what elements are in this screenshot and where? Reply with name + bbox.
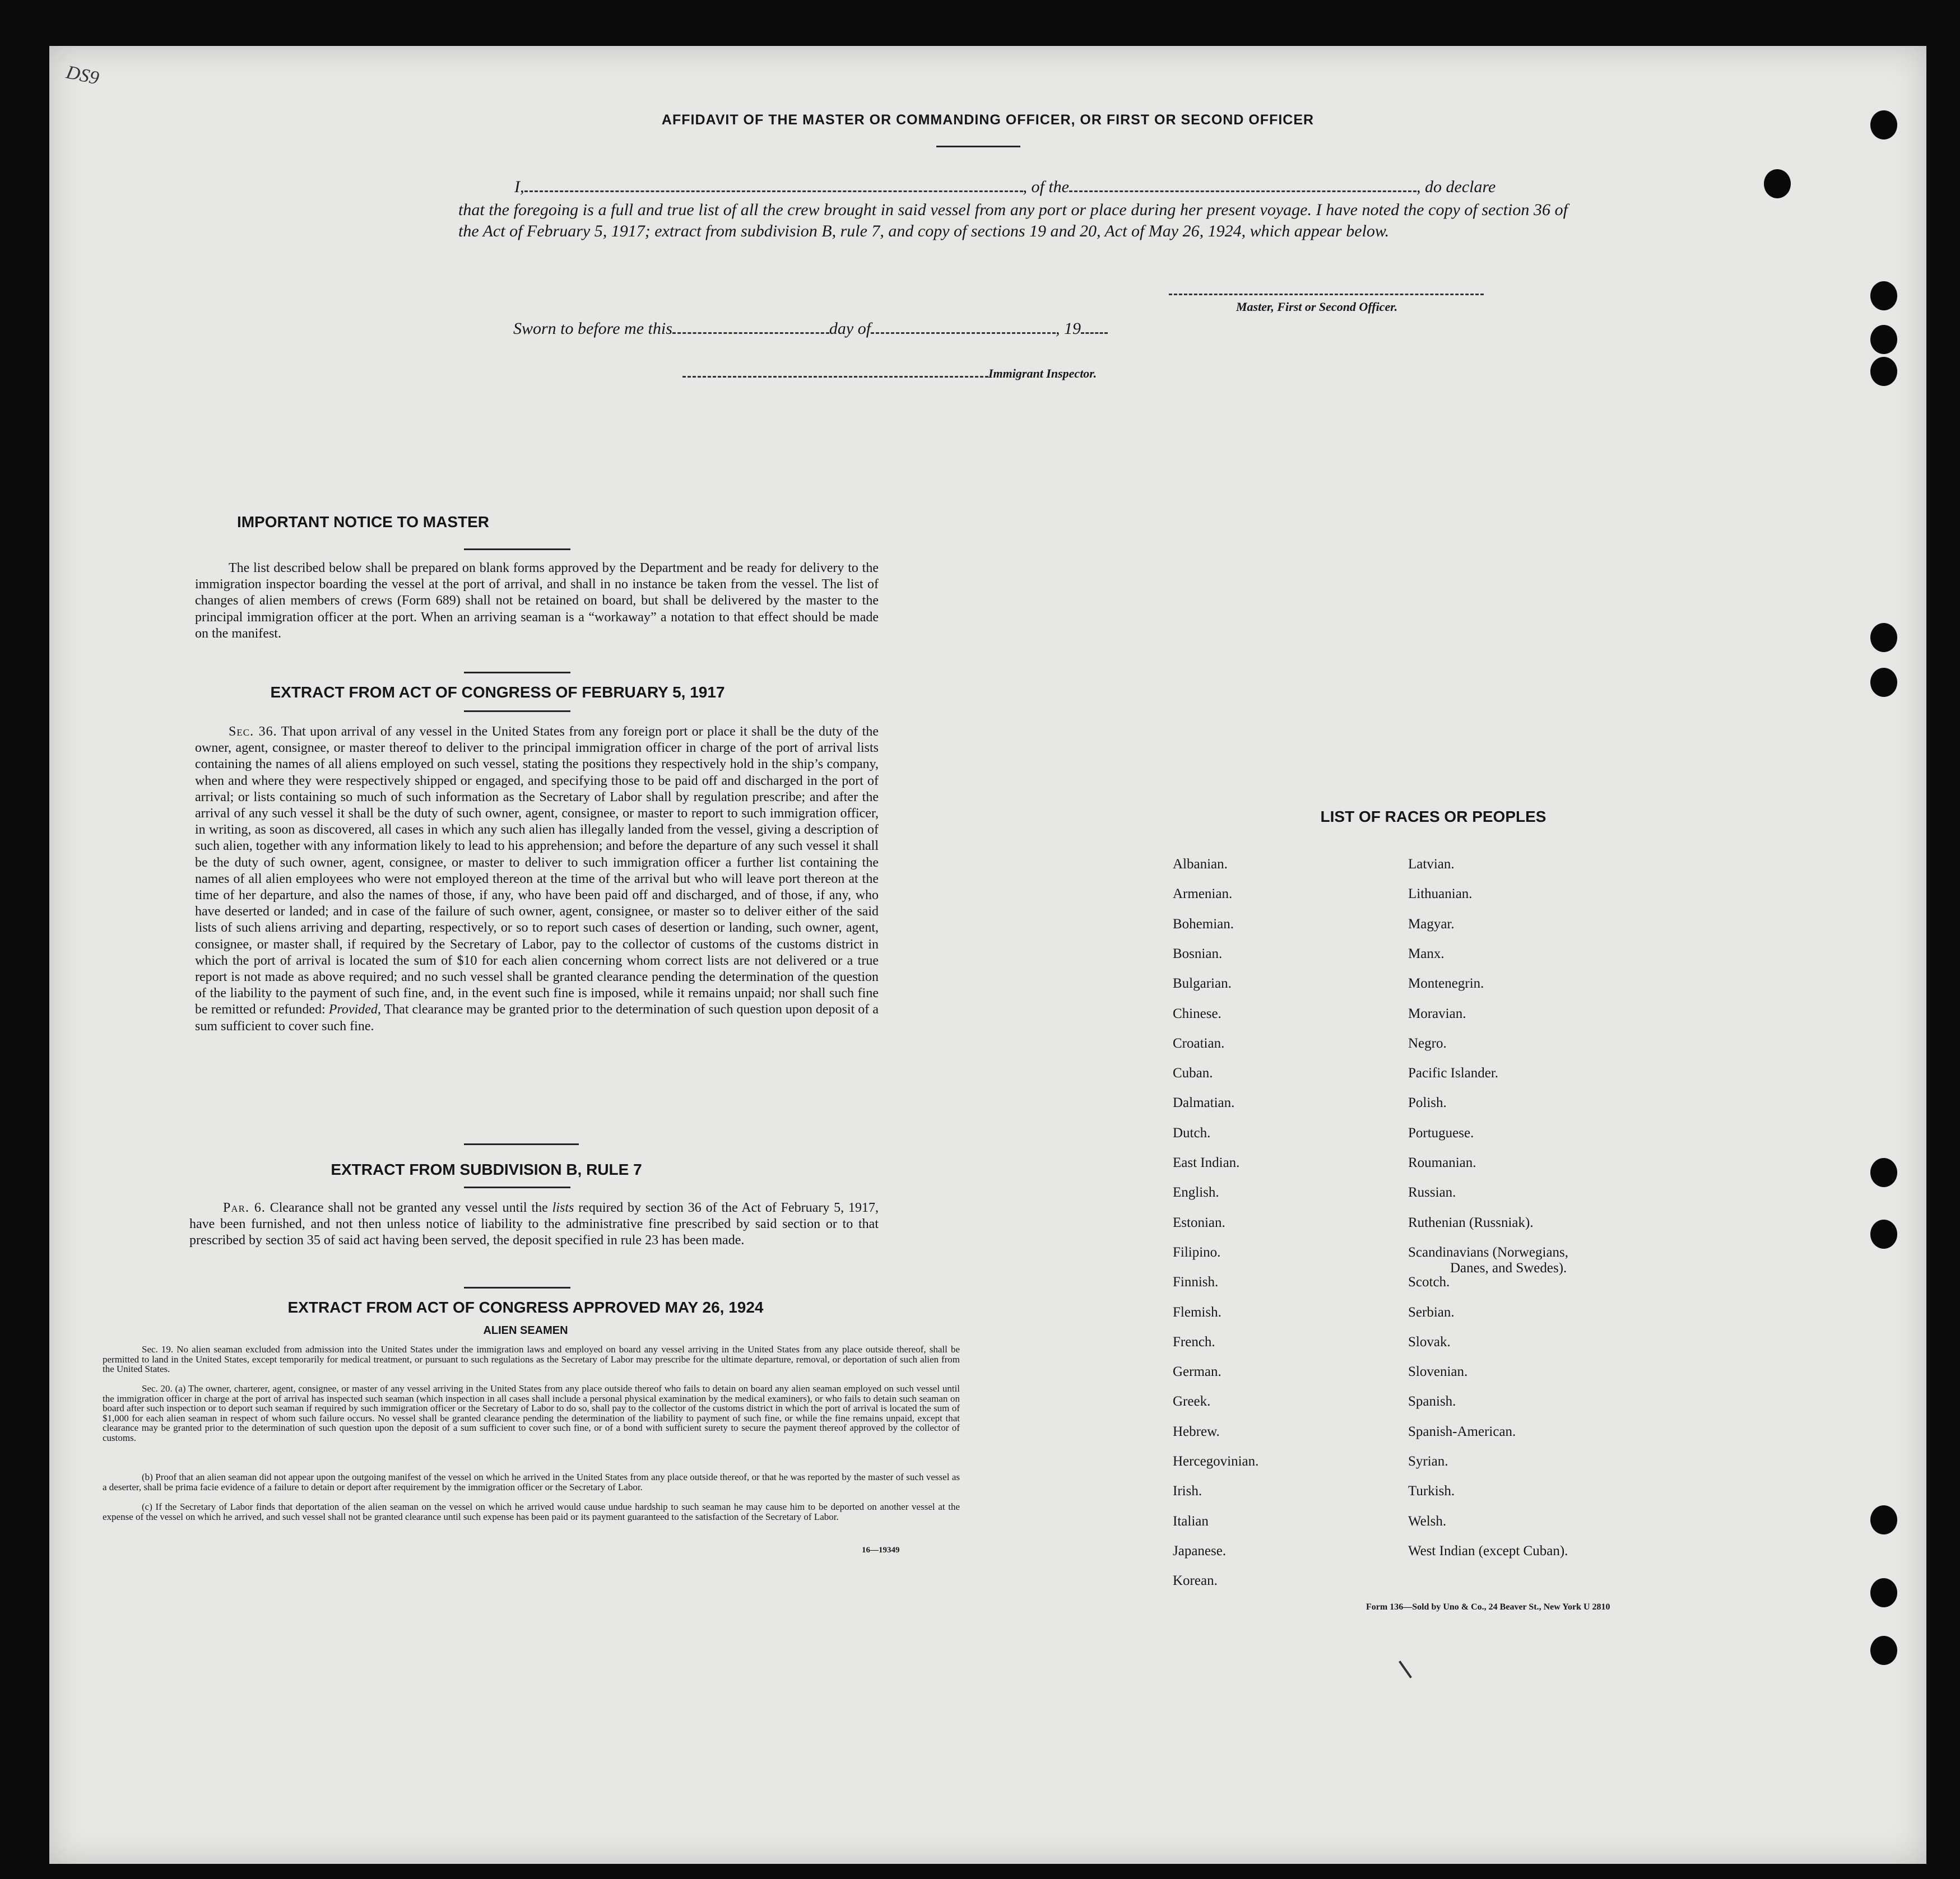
extract-1917-end-divider [464, 1143, 579, 1145]
race-item: East Indian. [1173, 1155, 1240, 1170]
par-6-lead: Par. 6. [223, 1201, 266, 1215]
race-item: Roumanian. [1408, 1155, 1476, 1170]
punch-hole [1870, 623, 1897, 652]
race-item: Russian. [1408, 1185, 1456, 1201]
race-item: Bulgarian. [1173, 976, 1232, 992]
race-item: Irish. [1173, 1483, 1202, 1499]
sworn-line [513, 319, 1108, 338]
punch-hole [1870, 1578, 1897, 1607]
inspector-signature-field[interactable] [682, 376, 988, 378]
punch-hole [1870, 281, 1897, 310]
race-item: Armenian. [1173, 886, 1233, 902]
race-item: Finnish. [1173, 1275, 1219, 1290]
sec-36-tail: That clearance may be granted prior to the determination of such question upon deposit of a sum sufficient to cover such fine. [195, 1002, 879, 1034]
vessel-field[interactable] [1069, 190, 1416, 192]
declaration-body: that the foregoing is a full and true list of all the crew brought in said vessel from any port or place during her present voyage. I have noted the copy of section 36 of the Act of February 5, 1917; extract from subdivision B, rule 7, and copy of sections 19 and 20, Act of May 26, 1924, which appear below. [458, 201, 1568, 240]
rule-7-end-divider [464, 1287, 570, 1289]
race-item: English. [1173, 1185, 1219, 1201]
punch-hole [1870, 668, 1897, 697]
notice-body: The list described below shall be prepared on blank forms approved by the Department and be ready for delivery to the immigration inspector boarding the vessel at the port of arrival, and shall in no instance be taken from the vessel. The list of changes of alien members of crews (Form 689) shall not be retained on board, but shall be delivered by the master to the principal immigration officer at the port. When an arriving seaman is a “workaway” a notation to that effect should be made on the manifest. [195, 561, 879, 641]
par-6-text-a: Clearance shall not be granted any vessel until the [270, 1201, 548, 1215]
punch-hole [1870, 1636, 1897, 1665]
race-item: Cuban. [1173, 1066, 1213, 1081]
race-item: Bosnian. [1173, 946, 1223, 961]
race-item: Montenegrin. [1408, 976, 1484, 992]
inspector-line [682, 366, 1097, 381]
master-signature-line[interactable] [1169, 294, 1484, 295]
extract-1924-title: EXTRACT FROM ACT OF CONGRESS APPROVED MAY 26, 1924 [287, 1299, 764, 1316]
race-item: Italian [1173, 1513, 1209, 1529]
inspector-label: Immigrant Inspector. [988, 366, 1097, 380]
sworn-text: Sworn to before me this [513, 319, 672, 338]
form-footer: Form 136—Sold by Uno & Co., 24 Beaver St., New York U 2810 [1366, 1602, 1610, 1612]
master-signature-label: Master, First or Second Officer. [1236, 300, 1398, 314]
notice-end-divider [464, 672, 570, 673]
declaration-end: , do declare [1416, 178, 1496, 196]
lists-word: lists [552, 1201, 574, 1215]
extract-1917-title: EXTRACT FROM ACT OF CONGRESS OF FEBRUARY 5, 1917 [270, 683, 725, 701]
race-item: Albanian. [1173, 857, 1228, 872]
race-item: Scotch. [1408, 1275, 1450, 1290]
margin-note: DS9 [64, 62, 101, 89]
race-item: German. [1173, 1364, 1221, 1380]
race-item: Slovak. [1408, 1334, 1451, 1350]
race-item: Scandinavians (Norwegians, [1408, 1244, 1569, 1260]
race-item: Moravian. [1408, 1006, 1466, 1021]
race-item: Hercegovinian. [1173, 1454, 1259, 1469]
sec-19: Sec. 19. No alien seaman excluded from admission into the United States under the immigration laws and employed on board any vessel arriving in the United States from any place outside thereof, shall be permitted to land in the United States, except temporarily for medical treatment, or pursuant to such regulations as the Secretary of Labor may prescribe for the ultimate departure, removal, or deportation of such alien from the United States. [103, 1344, 960, 1375]
sec-20a: Sec. 20. (a) The owner, charterer, agent, consignee, or master of any vessel arriving in the United States from any place outside thereof who fails to detain on board any alien seaman employed on such vessel until the immigration officer in charge at the port of arrival has inspected such seaman (which inspection in all cases shall include a personal physical examination by the medical examiners), or who fails to detain such seaman on board after such inspection or to deport such seaman if required by such immigration officer or the Secretary of Labor to do so, shall pay to the collector of the customs district in which the port of arrival is located the sum of $1,000 for each alien seaman in respect of whom such failure occurs. No vessel shall be granted clearance pending the determination of the liability to payment of such fine, or while the fine remains unpaid, except that clearance may be granted prior to the determination of such question upon the deposit of a sum sufficient to cover such fine, or of a bond with sufficient surety to secure the payment thereof approved by the collector of customs. [103, 1383, 960, 1443]
rule-7-body [189, 1200, 879, 1249]
declaration-i: I, [514, 178, 524, 196]
race-item: Flemish. [1173, 1304, 1221, 1320]
race-item: Welsh. [1408, 1513, 1447, 1529]
sworn-year-field[interactable] [1081, 332, 1108, 334]
sec-20c: (c) If the Secretary of Labor finds that deportation of the alien seaman on the vessel on which he arrived would cause undue hardship to such seaman he may cause him to be deported on another vessel at the expense of the vessel on which he arrived, and such vessel shall not be granted clearance until such expense has been paid or its payment guaranteed to the satisfaction of the Secretary of Labor. [103, 1501, 960, 1522]
race-item: Manx. [1408, 946, 1445, 961]
punch-hole [1870, 1505, 1897, 1534]
declaration-line [514, 176, 1568, 198]
races-title: LIST OF RACES OR PEOPLES [1320, 808, 1546, 825]
race-item: Filipino. [1173, 1244, 1221, 1260]
race-item: Serbian. [1408, 1304, 1455, 1320]
stray-mark [1399, 1661, 1412, 1678]
punch-hole [1870, 325, 1897, 354]
year-prefix: , 19 [1056, 319, 1081, 338]
race-item: Danes, and Swedes). [1450, 1260, 1567, 1276]
race-item: Dutch. [1173, 1125, 1211, 1141]
affidavit-title: AFFIDAVIT OF THE MASTER OR COMMANDING OFFICER, OR FIRST OR SECOND OFFICER [661, 112, 1315, 128]
sec-36-text: That upon arrival of any vessel in the United States from any foreign port or place it shall be the duty of the owner, agent, consignee, or master thereof to deliver to the principal immigration officer in charge of the port of arrival lists containing the names of all aliens employed on such vessel, stating the positions they respectively hold in the ship’s company, when and where they were respectively shipped or engaged, and specifying those to be paid off and discharged in the port of arrival; or lists containing so much of such information as the Secretary of Labor shall by regulation prescribe; and after the arrival of any such vessel it shall be the duty of such owner, agent, consignee, or master to report to such immigration officer, in writing, as soon as discovered, all cases in which any such alien has illegally landed from the vessel, giving a description of such alien, together with any information likely to lead to his apprehension; and before the departure of any such vessel it shall be the duty of such owner, agent, consignee, or master to deliver to such immigration officer a further list containing the names of all alien employees who were not employed thereon at the time of the arrival but who will leave port thereon at the time of her departure, and also the names of those, if any, who have been paid off and discharged, and of those, if any, who have deserted or landed; and in case of the failure of such owner, agent, consignee, or master so to deliver either of the said lists of such aliens arriving and departing, respectively, or so to report such cases of desertion or landing, such owner, agent, consignee, or master shall, if required by the Secretary of Labor, pay to the collector of customs of the customs district in which the port of arrival is located the sum of $10 for each alien concerning whom correct lists are not delivered or a true report is not made as above required; and no such vessel shall be granted clearance pending the determination of the question of the liability to the payment of such fine, and, in the event such fine is imposed, while it remains unpaid; nor shall such fine be remitted or refunded: [195, 724, 879, 1017]
title-divider [936, 146, 1020, 147]
race-item: Ruthenian (Russniak). [1408, 1215, 1534, 1230]
race-item: Magyar. [1408, 916, 1455, 932]
sec-36-lead: Sec. 36. [229, 724, 277, 739]
punch-hole [1870, 110, 1897, 139]
race-item: West Indian (except Cuban). [1408, 1543, 1568, 1559]
day-of-text: day of [829, 319, 871, 338]
race-item: Croatian. [1173, 1035, 1225, 1051]
extract-1917-divider [464, 710, 570, 712]
race-item: Korean. [1173, 1573, 1218, 1589]
race-item: Polish. [1408, 1095, 1447, 1111]
provided-word: Provided, [328, 1002, 381, 1017]
race-item: Slovenian. [1408, 1364, 1468, 1380]
race-item: Hebrew. [1173, 1424, 1220, 1439]
race-item: French. [1173, 1334, 1215, 1350]
race-item: Spanish-American. [1408, 1424, 1516, 1439]
race-item: Dalmatian. [1173, 1095, 1235, 1111]
declaration-of-the: , of the [1023, 178, 1069, 196]
alien-seamen-subtitle: ALIEN SEAMEN [483, 1324, 568, 1337]
rule-7-title: EXTRACT FROM SUBDIVISION B, RULE 7 [331, 1161, 642, 1178]
race-item: Bohemian. [1173, 916, 1234, 932]
sec-20b: (b) Proof that an alien seaman did not appear upon the outgoing manifest of the vessel on which he arrived in the United States from any place outside thereof, or that he was reported by the master of such vessel as a deserter, shall be prima facie evidence of a failure to detain or deport after requirement by the immigration officer or the Secretary of Labor. [103, 1472, 960, 1492]
sworn-day-field[interactable] [672, 332, 829, 334]
race-item: Portuguese. [1408, 1125, 1474, 1141]
punch-hole [1870, 357, 1897, 386]
rule-7-divider [464, 1187, 570, 1188]
race-item: Japanese. [1173, 1543, 1227, 1559]
punch-hole [1764, 169, 1791, 198]
race-item: Syrian. [1408, 1454, 1448, 1469]
race-item: Lithuanian. [1408, 886, 1473, 902]
race-item: Chinese. [1173, 1006, 1221, 1021]
name-field[interactable] [524, 190, 1023, 192]
race-item: Spanish. [1408, 1394, 1456, 1410]
race-item: Negro. [1408, 1035, 1447, 1051]
race-item: Turkish. [1408, 1483, 1455, 1499]
form-code: 16—19349 [862, 1546, 900, 1555]
notice-divider [464, 548, 570, 550]
par-6-text-b: required by section 36 of the Act of February 5, 1917, have been furnished, and not then unless notice of liability to the administrative fine prescribed by said section or to that prescribed by section 35 of said act having been served, the deposit specified in rule 23 has been made. [189, 1201, 879, 1248]
race-item: Pacific Islander. [1408, 1066, 1499, 1081]
race-item: Estonian. [1173, 1215, 1225, 1230]
notice-title: IMPORTANT NOTICE TO MASTER [236, 513, 490, 531]
sworn-month-field[interactable] [871, 332, 1056, 334]
punch-hole [1870, 1220, 1897, 1249]
race-item: Latvian. [1408, 857, 1455, 872]
extract-1917-body [195, 724, 879, 1035]
punch-hole [1870, 1158, 1897, 1187]
race-item: Greek. [1173, 1394, 1211, 1410]
form-page [49, 46, 1926, 1864]
